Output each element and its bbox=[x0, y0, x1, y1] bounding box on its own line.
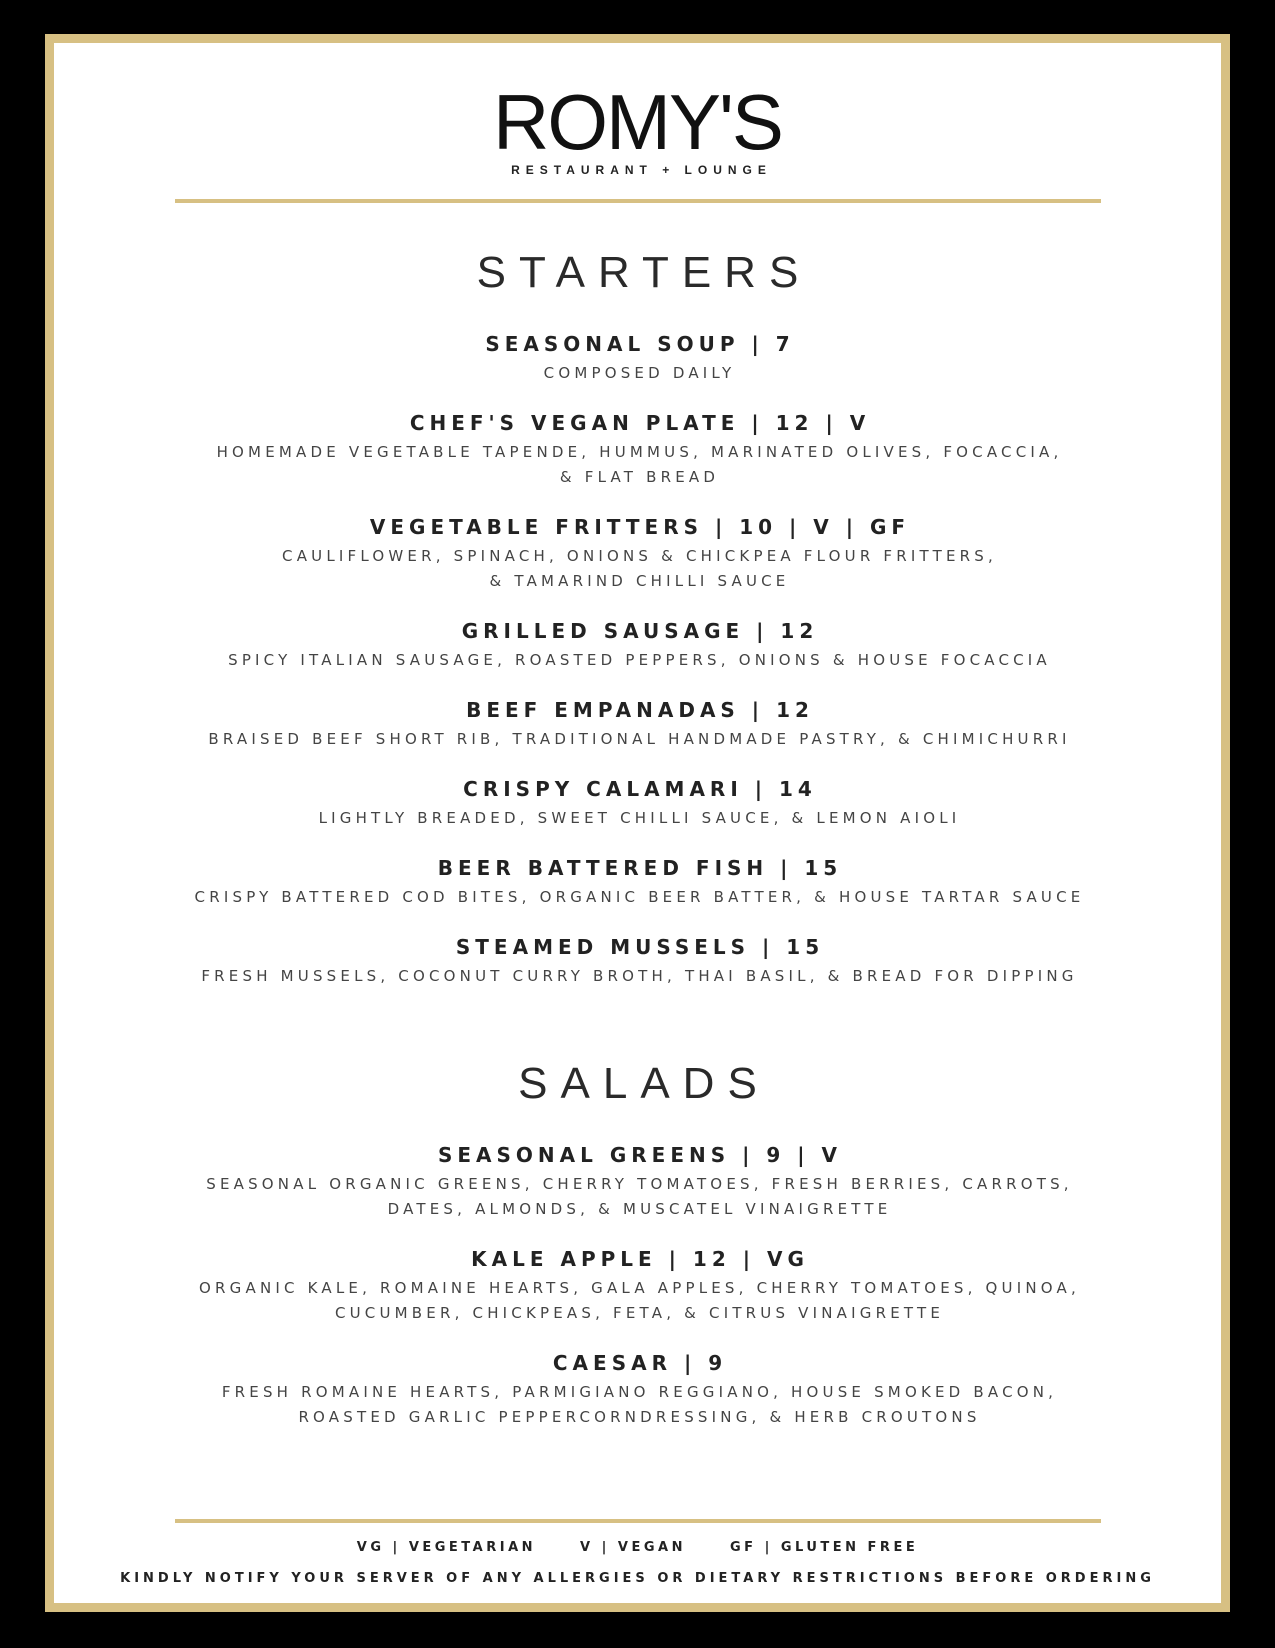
logo-name: ROMY'S bbox=[493, 78, 782, 166]
menu-item-description bbox=[54, 806, 1221, 831]
menu-item-description bbox=[54, 544, 1221, 594]
menu-item-name: CAESAR | 9 bbox=[552, 1351, 728, 1375]
menu-item-description bbox=[54, 727, 1221, 752]
menu-item bbox=[54, 410, 1221, 490]
menu-item-description bbox=[54, 885, 1221, 910]
restaurant-logo bbox=[54, 78, 1221, 177]
menu-item bbox=[54, 776, 1221, 831]
menu-item-description bbox=[54, 1172, 1221, 1222]
menu-item-description-line: CAULIFLOWER, SPINACH, ONIONS & CHICKPEA FLOUR FRITTERS, bbox=[282, 547, 997, 565]
menu-item-description-line: & FLAT BREAD bbox=[559, 468, 720, 486]
menu-item bbox=[54, 1246, 1221, 1326]
menu-item-name: CRISPY CALAMARI | 14 bbox=[463, 777, 817, 801]
menu-item-description bbox=[54, 648, 1221, 673]
menu-item-name: SEASONAL GREENS | 9 | V bbox=[437, 1143, 842, 1167]
menu-item-description-line: ROASTED GARLIC PEPPERCORNDRESSING, & HERB CROUTONS bbox=[298, 1408, 981, 1426]
menu-item-name: SEASONAL SOUP | 7 bbox=[485, 332, 795, 356]
menu-item-name: GRILLED SAUSAGE | 12 bbox=[461, 619, 819, 643]
salads-list bbox=[54, 1142, 1221, 1430]
menu-item bbox=[54, 331, 1221, 386]
menu-item-description-line: DATES, ALMONDS, & MUSCATEL VINAIGRETTE bbox=[387, 1200, 892, 1218]
starters-list bbox=[54, 331, 1221, 989]
menu-item-description bbox=[54, 440, 1221, 490]
menu-item-description-line: LIGHTLY BREADED, SWEET CHILLI SAUCE, & LEMON AIOLI bbox=[318, 809, 961, 827]
menu-item bbox=[54, 697, 1221, 752]
section-title-starters: STARTERS bbox=[476, 248, 812, 297]
menu-item-description-line: COMPOSED DAILY bbox=[543, 364, 736, 382]
bottom-divider bbox=[175, 1519, 1101, 1523]
menu-item bbox=[54, 934, 1221, 989]
menu-item-description-line: CUCUMBER, CHICKPEAS, FETA, & CITRUS VINAIGRETTE bbox=[334, 1304, 945, 1322]
legend-vegan: V | VEGAN bbox=[580, 1540, 686, 1555]
menu-item bbox=[54, 855, 1221, 910]
starters-section bbox=[54, 249, 1221, 1013]
menu-item-name: BEEF EMPANADAS | 12 bbox=[466, 698, 814, 722]
menu-item bbox=[54, 1350, 1221, 1430]
menu-item-name: CHEF'S VEGAN PLATE | 12 | V bbox=[409, 411, 871, 435]
menu-item-description bbox=[54, 361, 1221, 386]
menu-item-description-line: SEASONAL ORGANIC GREENS, CHERRY TOMATOES, FRESH BERRIES, CARROTS, bbox=[206, 1175, 1073, 1193]
menu-item-description-line: FRESH ROMAINE HEARTS, PARMIGIANO REGGIANO, HOUSE SMOKED BACON, bbox=[221, 1383, 1058, 1401]
menu-item-description bbox=[54, 1380, 1221, 1430]
menu-item-description-line: & TAMARIND CHILLI SAUCE bbox=[489, 572, 790, 590]
menu-item-name: BEER BATTERED FISH | 15 bbox=[437, 856, 843, 880]
menu-item bbox=[54, 514, 1221, 594]
logo-tagline: RESTAURANT + LOUNGE bbox=[511, 163, 772, 177]
menu-item-description-line: HOMEMADE VEGETABLE TAPENDE, HUMMUS, MARINATED OLIVES, FOCACCIA, bbox=[216, 443, 1063, 461]
menu-item-description-line: CRISPY BATTERED COD BITES, ORGANIC BEER BATTER, & HOUSE TARTAR SAUCE bbox=[194, 888, 1085, 906]
menu-item bbox=[54, 618, 1221, 673]
menu-paper bbox=[54, 43, 1221, 1603]
menu-item-description bbox=[54, 1276, 1221, 1326]
top-divider bbox=[175, 199, 1101, 203]
menu-item bbox=[54, 1142, 1221, 1222]
menu-item-description-line: SPICY ITALIAN SAUSAGE, ROASTED PEPPERS, ONIONS & HOUSE FOCACCIA bbox=[228, 651, 1051, 669]
menu-item-name: KALE APPLE | 12 | VG bbox=[471, 1247, 809, 1271]
legend-gluten-free: GF | GLUTEN FREE bbox=[730, 1540, 919, 1555]
section-title-salads: SALADS bbox=[518, 1059, 770, 1108]
menu-page bbox=[45, 34, 1230, 1612]
menu-item-description bbox=[54, 964, 1221, 989]
menu-item-description-line: ORGANIC KALE, ROMAINE HEARTS, GALA APPLES, CHERRY TOMATOES, QUINOA, bbox=[199, 1279, 1080, 1297]
menu-item-description-line: FRESH MUSSELS, COCONUT CURRY BROTH, THAI BASIL, & BREAD FOR DIPPING bbox=[201, 967, 1078, 985]
menu-item-description-line: BRAISED BEEF SHORT RIB, TRADITIONAL HANDMADE PASTRY, & CHIMICHURRI bbox=[208, 730, 1071, 748]
menu-item-name: STEAMED MUSSELS | 15 bbox=[455, 935, 825, 959]
menu-item-name: VEGETABLE FRITTERS | 10 | V | GF bbox=[369, 515, 911, 539]
diet-legend bbox=[54, 1540, 1221, 1555]
legend-vegetarian: VG | VEGETARIAN bbox=[356, 1540, 537, 1555]
salads-section bbox=[54, 1060, 1221, 1454]
allergy-notice: KINDLY NOTIFY YOUR SERVER OF ANY ALLERGIES OR DIETARY RESTRICTIONS BEFORE ORDERING bbox=[120, 1571, 1155, 1586]
